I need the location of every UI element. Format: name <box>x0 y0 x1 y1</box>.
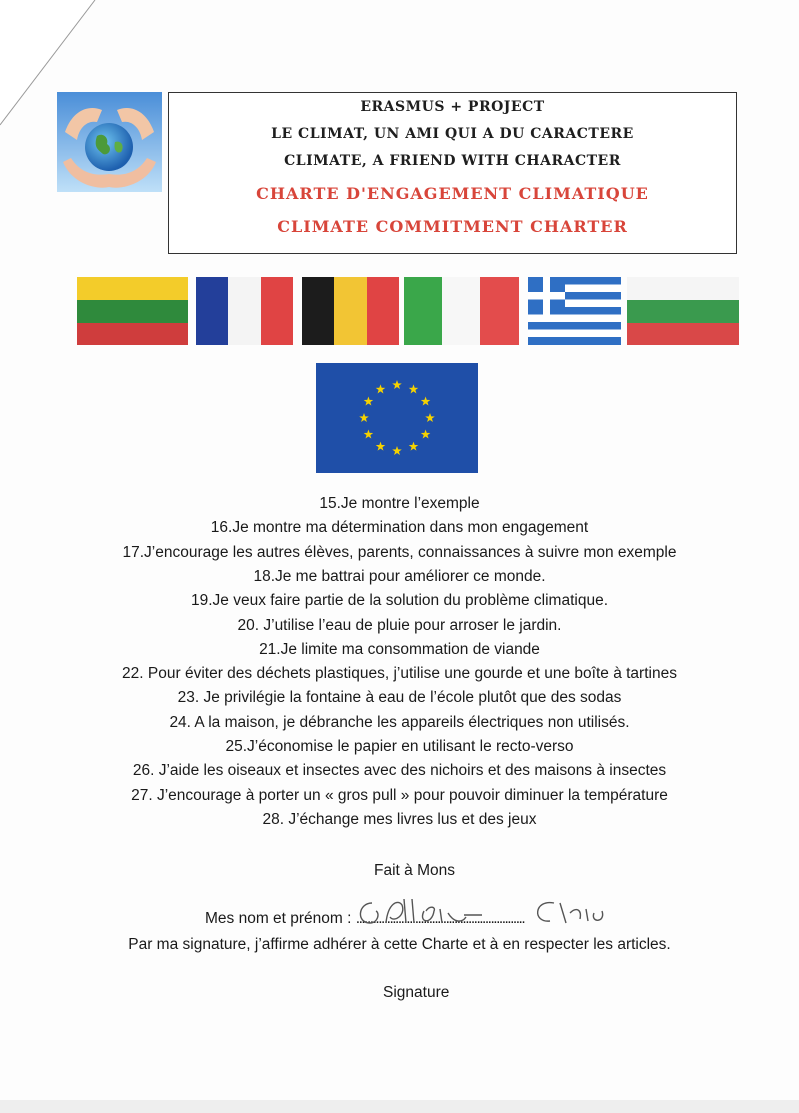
commitment-item: 23. Je privilégie la fontaine à eau de l’école plutôt que des sodas <box>177 689 622 707</box>
commitment-item: 26. J’aide les oiseaux et insectes avec des nichoirs et des maisons à insectes <box>132 762 667 780</box>
commitment-item: 16.Je montre ma détermination dans mon engagement <box>210 519 589 537</box>
signature-label: Signature <box>383 984 450 1001</box>
bulgaria-flag <box>627 277 739 345</box>
english-charter-title: CLIMATE COMMITMENT CHARTER <box>277 217 628 236</box>
commitment-item: 19.Je veux faire partie de la solution du problème climatique. <box>190 592 609 610</box>
affirmation-text: Par ma signature, j’affirme adhérer à cette Charte et à en respecter les articles. <box>128 936 671 953</box>
name-label: Mes nom et prénom : <box>205 910 356 927</box>
header-box <box>168 92 737 254</box>
english-subtitle: CLIMATE, A FRIEND WITH CHARACTER <box>284 153 621 169</box>
commitment-item: 21.Je limite ma consommation de viande <box>259 640 540 658</box>
globe-in-hands-image <box>57 92 162 192</box>
commitment-item: 28. J’échange mes livres lus et des jeux <box>262 810 537 828</box>
commitment-item: 27. J’encourage à porter un « gros pull » pour pouvoir diminuer la température <box>131 786 668 804</box>
italy-flag <box>404 277 519 345</box>
handwritten-name-signature <box>354 893 634 929</box>
belgium-flag <box>302 277 399 345</box>
project-title: ERASMUS + PROJECT <box>360 99 545 115</box>
name-dots: ............................................................ <box>355 910 525 927</box>
scan-bottom-edge <box>0 1100 799 1113</box>
commitment-item: 17.J’encourage les autres élèves, parents, connaissances à suivre mon exemple <box>122 543 677 561</box>
eu-flag <box>316 363 478 473</box>
commitment-item: 25.J’économise le papier en utilisant le recto-verso <box>225 738 574 755</box>
french-subtitle: LE CLIMAT, UN AMI QUI A DU CARACTERE <box>271 126 634 142</box>
commitment-item: 18.Je me battrai pour améliorer ce monde. <box>253 567 546 585</box>
commitment-item: 22. Pour éviter des déchets plastiques, j’utilise une gourde et une boîte à tartines <box>122 665 677 683</box>
french-charter-title: CHARTE D'ENGAGEMENT CLIMATIQUE <box>256 184 649 203</box>
commitment-item: 20. J’utilise l’eau de pluie pour arroser le jardin. <box>237 616 562 634</box>
greece-flag <box>528 277 621 345</box>
commitment-item: 24. A la maison, je débranche les appareils électriques non utilisés. <box>169 713 630 731</box>
place-line: Fait à Mons <box>374 862 455 879</box>
commitment-item: 15.Je montre l’exemple <box>319 495 480 512</box>
france-flag <box>196 277 293 345</box>
lithuania-flag <box>77 277 188 345</box>
